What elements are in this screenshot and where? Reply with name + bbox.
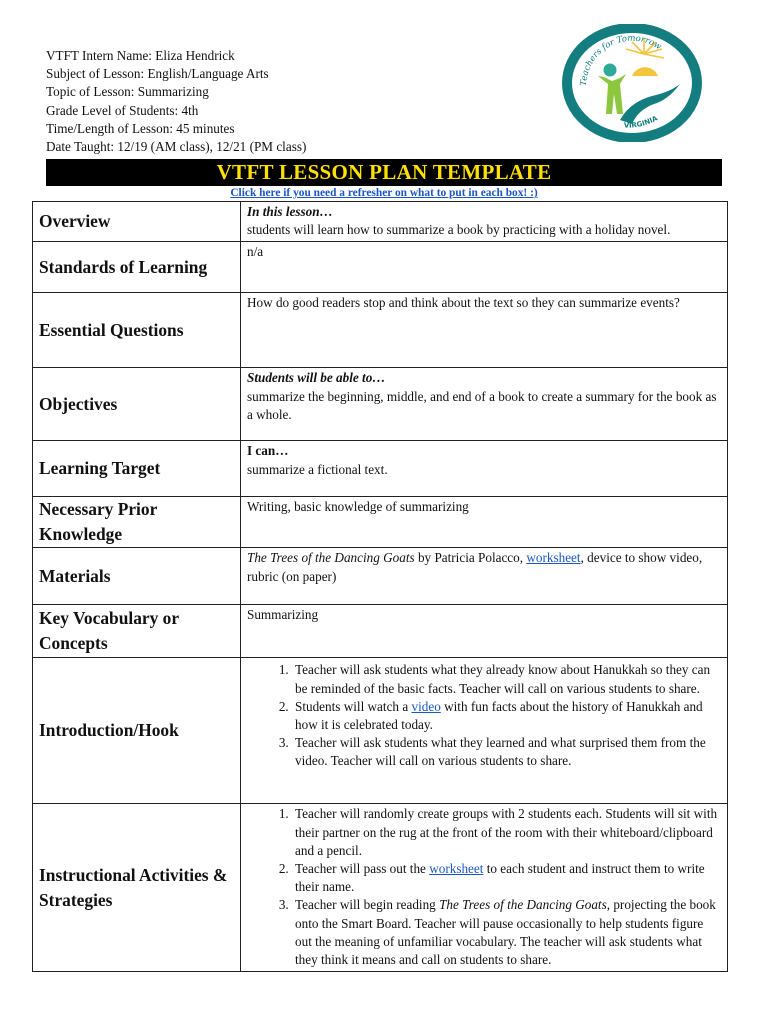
template-title: VTFT LESSON PLAN TEMPLATE — [46, 159, 722, 186]
refresher-link[interactable]: Click here if you need a refresher on what to put in each box! :) — [230, 187, 538, 199]
materials-rest: , device to show video, rubric (on paper) — [247, 550, 703, 584]
logo-text-bottom: VIRGINIA — [623, 114, 659, 130]
date-taught: Date Taught: 12/19 (AM class), 12/21 (PM class) — [46, 139, 307, 155]
intro-video-link[interactable]: video — [411, 698, 441, 714]
content-materials — [241, 548, 728, 605]
logo-text-top: Teachers for Tomorrow — [578, 33, 663, 87]
instruction-worksheet-link[interactable]: worksheet — [429, 861, 484, 877]
instruction-book-title: The Trees of the Dancing Goats — [439, 897, 607, 913]
label-learning-target: Learning Target — [33, 441, 241, 497]
intro-step: 3. Teacher will ask students what they learned and what surprised them from the video. Teacher will call on various students to share. — [292, 734, 721, 770]
label-prior-knowledge: Necessary Prior Knowledge — [33, 497, 241, 548]
content-learning-target — [241, 441, 728, 497]
content-objectives — [241, 368, 728, 441]
instruction-step: 1. Teacher will randomly create groups with 2 students each. Students will sit with their partner on the rug at the front of the room with their whiteboard/clipboard and a pencil. — [292, 805, 721, 860]
label-key-vocabulary: Key Vocabulary or Concepts — [33, 605, 241, 658]
content-key-vocabulary: Summarizing — [241, 605, 728, 658]
objectives-lead: Students will be able to… — [247, 370, 386, 386]
instruction-step: 3. Teacher will begin reading The Trees of the Dancing Goats, projecting the book onto the Smart Board. Teacher will pause occasionally to help students figure out the meaning of unfamiliar vocabulary. The teacher will ask students what they think it means and call on students to share. — [292, 896, 721, 969]
row-essential-questions — [33, 293, 728, 368]
objectives-text: summarize the beginning, middle, and end of a book to create a summary for the book as a whole. — [247, 388, 717, 422]
row-standards — [33, 242, 728, 293]
label-materials: Materials — [33, 548, 241, 605]
label-objectives: Objectives — [33, 368, 241, 441]
row-introduction-hook — [33, 658, 728, 804]
materials-author: by Patricia Polacco, — [414, 550, 527, 566]
row-learning-target — [33, 441, 728, 497]
overview-lead: In this lesson… — [247, 204, 333, 219]
materials-book-title: The Trees of the Dancing Goats — [247, 550, 415, 566]
lesson-subject: Subject of Lesson: English/Language Arts — [46, 66, 269, 82]
lesson-info — [46, 47, 306, 156]
content-essential-questions: How do good readers stop and think about the text so they can summarize events? — [241, 293, 728, 368]
content-standards: n/a — [241, 242, 728, 293]
intro-step: 2. Students will watch a video with fun facts about the history of Hanukkah and how it is celebrated today. — [292, 698, 721, 734]
content-overview — [241, 202, 728, 242]
label-essential-questions: Essential Questions — [33, 293, 241, 368]
teachers-for-tomorrow-logo — [562, 24, 702, 142]
label-instructional-activities: Instructional Activities & Strategies — [33, 804, 241, 972]
row-instructional-activities — [33, 804, 728, 972]
intro-step: 1. Teacher will ask students what they already know about Hanukkah so they can be reminded of the basic facts. Teacher will call on various students to share. — [292, 661, 721, 697]
lesson-topic: Topic of Lesson: Summarizing — [46, 84, 209, 100]
row-objectives — [33, 368, 728, 441]
intern-name: VTFT Intern Name: Eliza Hendrick — [46, 48, 235, 63]
label-standards: Standards of Learning — [33, 242, 241, 293]
label-introduction-hook: Introduction/Hook — [33, 658, 241, 804]
target-text: summarize a fictional text. — [247, 461, 388, 477]
target-lead: I can… — [247, 443, 289, 459]
instruction-step: 2. Teacher will pass out the worksheet to each student and instruct them to write their name. — [292, 860, 721, 896]
overview-text: students will learn how to summarize a book by practicing with a holiday novel. — [247, 222, 671, 238]
lesson-plan-table — [32, 201, 728, 972]
row-overview — [33, 202, 728, 242]
content-instructional-activities — [241, 804, 728, 972]
row-key-vocabulary — [33, 605, 728, 658]
label-overview: Overview — [33, 202, 241, 242]
intro-steps — [247, 661, 721, 770]
materials-worksheet-link[interactable]: worksheet — [526, 550, 581, 566]
row-materials — [33, 548, 728, 605]
content-prior-knowledge: Writing, basic knowledge of summarizing — [241, 497, 728, 548]
grade-level: Grade Level of Students: 4th — [46, 102, 199, 118]
instruction-steps — [247, 805, 721, 969]
row-prior-knowledge — [33, 497, 728, 548]
content-introduction-hook — [241, 658, 728, 804]
lesson-length: Time/Length of Lesson: 45 minutes — [46, 120, 235, 136]
